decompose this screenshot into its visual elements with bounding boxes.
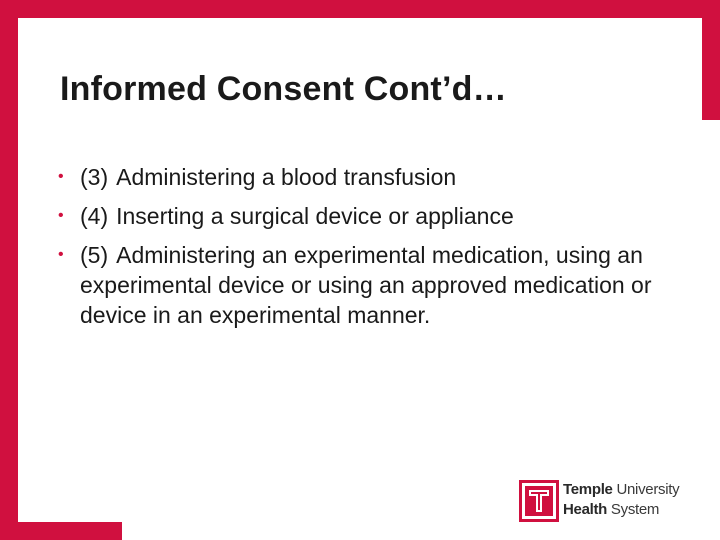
logo-line-2: Health System — [563, 501, 660, 518]
top-accent-bar — [0, 0, 720, 18]
bullet-dot-icon: • — [58, 246, 64, 263]
bullet-number: (4) — [80, 203, 109, 229]
bottom-accent-bar — [0, 522, 122, 540]
slide-title: Informed Consent Cont’d… — [60, 70, 507, 108]
bullet-number: (5) — [80, 242, 109, 268]
bullet-item — [58, 240, 678, 330]
bullet-text: Administering an experimental medication, using an experimental device or using an approved medication or device in an experimental manner. — [80, 242, 652, 328]
temple-health-logo — [519, 478, 695, 524]
left-accent-bar — [0, 0, 18, 540]
bullet-dot-icon: • — [58, 168, 64, 185]
bullet-text: Administering a blood transfusion — [116, 164, 457, 190]
bullet-item — [58, 201, 678, 231]
bullet-list — [58, 162, 678, 339]
bullet-dot-icon: • — [58, 207, 64, 224]
logo-line-1: Temple University — [563, 481, 680, 498]
bullet-item — [58, 162, 678, 192]
logo-wordmark — [563, 480, 679, 520]
right-accent-bar — [702, 0, 720, 120]
bullet-text: Inserting a surgical device or appliance — [116, 203, 514, 229]
temple-t-logo-icon — [519, 480, 559, 522]
bullet-number: (3) — [80, 164, 109, 190]
